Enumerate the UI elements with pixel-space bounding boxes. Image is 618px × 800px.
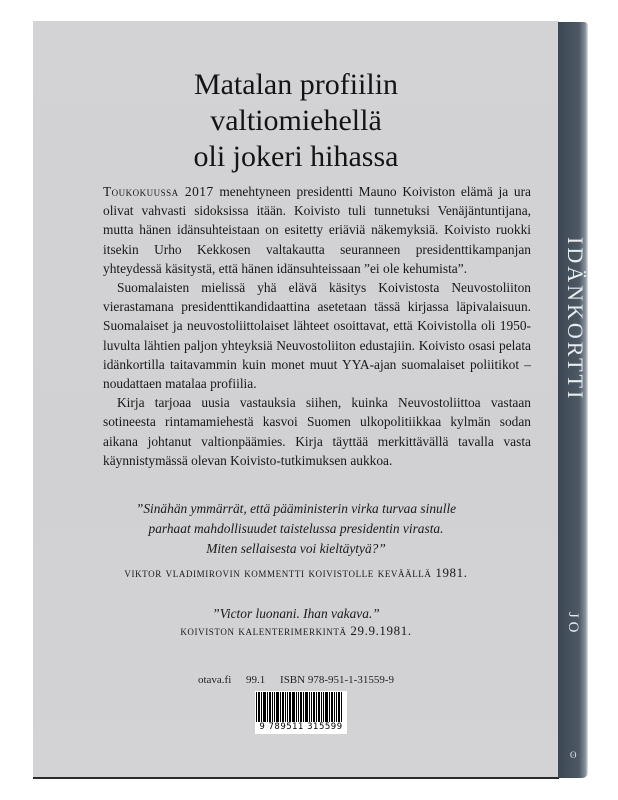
publisher-logo-icon: ʘ	[570, 750, 577, 760]
headline-line-1: Matalan profiilin	[193, 68, 399, 101]
barcode	[255, 691, 347, 734]
headline	[33, 67, 559, 175]
blurb-paragraph-1	[103, 182, 531, 278]
quote-2	[33, 604, 559, 624]
book-spine	[558, 22, 588, 778]
book-back-cover	[33, 21, 559, 777]
headline-line-3: oli jokeri hihassa	[193, 140, 399, 173]
quote-1-line-1: ”Sinähän ymmärrät, että pääministerin virka turvaa sinulle	[135, 501, 457, 516]
blurb	[103, 182, 531, 470]
barcode-bars	[256, 692, 346, 722]
quote-2-attribution: koiviston kalenterimerkintä 29.9.1981.	[180, 623, 412, 638]
barcode-number: 9 789511 315599	[259, 722, 343, 732]
headline-line-2: valtiomiehellä	[210, 104, 382, 137]
isbn: ISBN 978-951-1-31559-9	[280, 674, 394, 686]
spine-author: J O	[565, 612, 581, 633]
quote-1-line-2: parhaat mahdollisuudet taistelussa presidentin virasta.	[148, 521, 444, 536]
quote-2-line-1: ”Victor luonani. Ihan vakava.”	[212, 606, 380, 621]
quote-1	[33, 499, 559, 559]
blurb-lead-word: Toukokuussa 2017	[103, 184, 214, 199]
blurb-paragraph-1-text: menehtyneen presidentti Mauno Koiviston elämä ja ura olivat vahvasti sidoksissa itään. Koivisto tuli tunnetuksi Venäjäntuntijana, mutta hänen idänsuhteistaan on esitetty eriäviä näkemyksiä. Koivisto ruokki itsekin Urho Kekkosen valtakautta seuranneen presidenttikampanjan yhteydessä käsitystä, että hänen idänsuhteissaan ”ei ole kehumista”.	[103, 184, 531, 276]
publisher-website: otava.fi	[197, 674, 232, 686]
blurb-paragraph-2: Suomalaisten mielissä yhä elävä käsitys Koivistosta Neuvostoliiton vierastamana presidenttikandidaattina asetetaan tässä kirjassa läpivalaisuun. Suomalaiset ja neuvostoliittolaiset lähteet osoittavat, että Koivistolla oli 1950-luvulta lähtien paljon yhteyksiä Neuvostoliiton edustajiin. Koivisto osasi pelata idänkortilla taitavammin kuin monet muut YYA-ajan suomalaiset poliitikot – noudattaen matalaa profiilia.	[103, 280, 531, 392]
spine-title: IDÄNKORTTI	[563, 237, 588, 402]
blurb-paragraph-3: Kirja tarjoaa uusia vastauksia siihen, kuinka Neuvostoliittoa vastaan sotineesta rintamamiehestä kasvoi Suomen ulkopolitiikkaa kylmän sodan aikana johtanut valtionpäämies. Kirja täyttää merkittävällä tavalla vasta käynnistymässä olevan Koivisto-tutkimuksen aukkoa.	[103, 395, 531, 468]
imprint	[33, 674, 559, 686]
quote-1-attribution: viktor vladimirovin kommentti koivistolle keväällä 1981.	[124, 565, 468, 580]
classification-code: 99.1	[246, 674, 266, 686]
quote-1-line-3: Miten sellaisesta voi kieltäytyä?”	[206, 541, 386, 556]
